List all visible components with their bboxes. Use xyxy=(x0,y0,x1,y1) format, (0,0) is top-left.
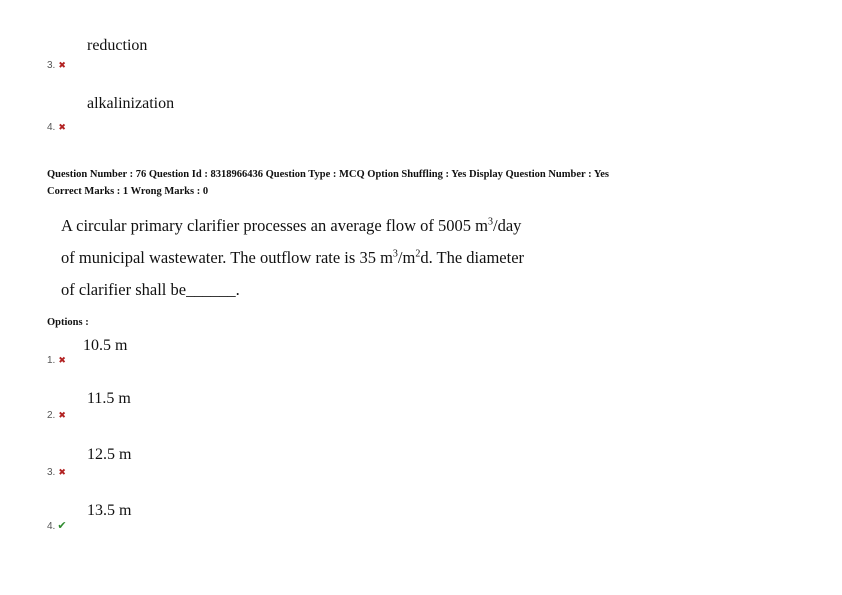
option-1-number: 1. xyxy=(47,355,56,366)
option-2-marker xyxy=(47,405,66,423)
question-line-2: of municipal wastewater. The outflow rate is 35 $m^3/m^2d$. The diameter xyxy=(61,248,525,267)
question-meta-line-2: Correct Marks : 1 Wrong Marks : 0 xyxy=(47,186,209,197)
question-text xyxy=(61,210,524,306)
prev-option-3-number: 3. xyxy=(47,60,56,71)
prev-option-4-text: alkalinization xyxy=(87,95,175,112)
question-meta-line-1: Question Number : 76 Question Id : 8318966436 Question Type : MCQ Option Shuffling : Yes Display Question Number : Yes xyxy=(47,169,610,180)
options-label: Options : xyxy=(47,317,89,328)
cross-mark-icon: ✖ xyxy=(58,468,66,478)
cross-mark-icon: ✖ xyxy=(58,356,66,366)
option-3-marker xyxy=(47,462,66,480)
option-2-number: 2. xyxy=(47,410,56,421)
option-3-text: 12.5 m xyxy=(87,446,132,463)
prev-option-3-marker xyxy=(47,55,66,73)
option-1-marker xyxy=(47,350,66,368)
option-4-number: 4. xyxy=(47,521,56,532)
cross-mark-icon: ✖ xyxy=(58,411,66,421)
option-4-text: 13.5 m xyxy=(87,502,132,519)
cross-mark-icon: ✖ xyxy=(58,61,66,71)
option-4-marker xyxy=(47,516,67,534)
prev-option-3-text: reduction xyxy=(87,37,148,54)
prev-option-4-number: 4. xyxy=(47,122,56,133)
option-2-text: 11.5 m xyxy=(87,390,131,407)
option-3-number: 3. xyxy=(47,467,56,478)
cross-mark-icon: ✖ xyxy=(58,123,66,133)
answer-blank: ______ xyxy=(186,280,236,299)
question-line-1: A circular primary clarifier processes an average flow of 5005 $m^3$/day xyxy=(61,216,522,235)
prev-option-4-marker xyxy=(47,117,66,135)
question-line-3: of clarifier shall be______. xyxy=(61,280,240,299)
option-1-text: 10.5 m xyxy=(83,337,128,354)
check-mark-icon: ✔ xyxy=(57,519,67,532)
